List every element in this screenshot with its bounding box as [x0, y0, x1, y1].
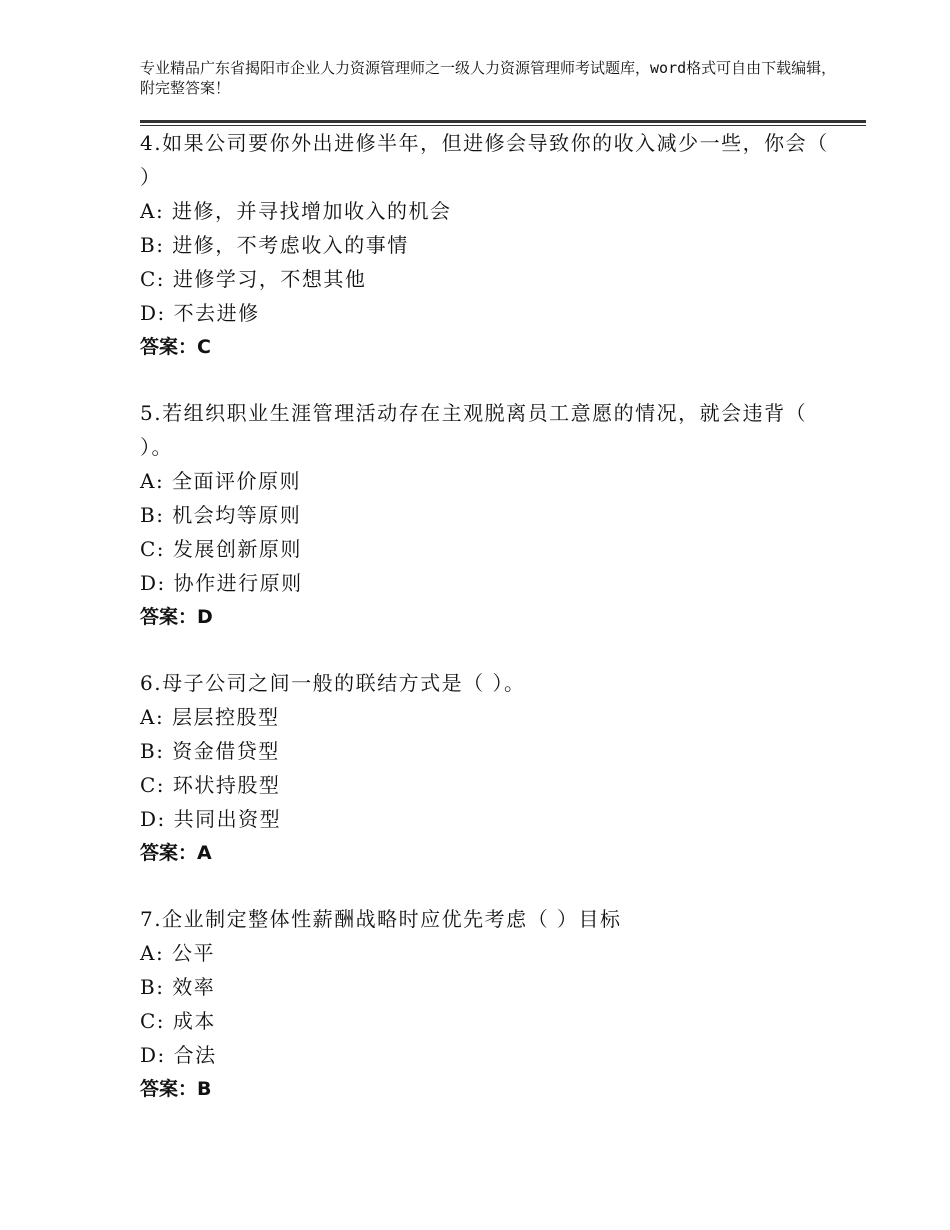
option-a: A: 进修，并寻找增加收入的机会: [140, 199, 452, 223]
option-d: D: 共同出资型: [140, 807, 282, 831]
answer: 答案：D: [140, 606, 213, 628]
answer: 答案：B: [140, 1078, 212, 1100]
option-d: D: 不去进修: [140, 301, 260, 325]
option-b: B: 进修，不考虑收入的事情: [140, 233, 409, 257]
option-a: A: 全面评价原则: [140, 469, 302, 493]
question-text: 6.母子公司之间一般的联结方式是（ ）。: [140, 671, 526, 695]
option-a: A: 层层控股型: [140, 705, 280, 729]
question-text: 5.若组织职业生涯管理活动存在主观脱离员工意愿的情况，就会违背（ ）。: [140, 401, 808, 459]
header-rule-thick: [140, 120, 866, 123]
question-4: [140, 126, 840, 364]
option-b: B: 资金借贷型: [140, 739, 280, 763]
option-c: C: 进修学习，不想其他: [140, 267, 367, 291]
option-c: C: 发展创新原则: [140, 537, 302, 561]
question-7: [140, 902, 840, 1106]
option-d: D: 协作进行原则: [140, 571, 303, 595]
question-6: [140, 666, 840, 870]
option-d: D: 合法: [140, 1043, 217, 1067]
option-c: C: 环状持股型: [140, 773, 281, 797]
question-text: 7.企业制定整体性薪酬战略时应优先考虑（ ）目标: [140, 907, 622, 931]
document-header: 专业精品广东省揭阳市企业人力资源管理师之一级人力资源管理师考试题库，word格式可自由下载编辑，附完整答案！: [140, 59, 837, 97]
option-b: B: 效率: [140, 975, 216, 999]
option-a: A: 公平: [140, 941, 216, 965]
question-list: [140, 126, 840, 1138]
option-c: C: 成本: [140, 1009, 216, 1033]
question-text: 4.如果公司要你外出进修半年，但进修会导致你的收入减少一些，你会（ ）: [140, 131, 829, 189]
answer: 答案：A: [140, 842, 212, 864]
option-b: B: 机会均等原则: [140, 503, 302, 527]
question-5: [140, 396, 840, 634]
answer: 答案：C: [140, 336, 211, 358]
